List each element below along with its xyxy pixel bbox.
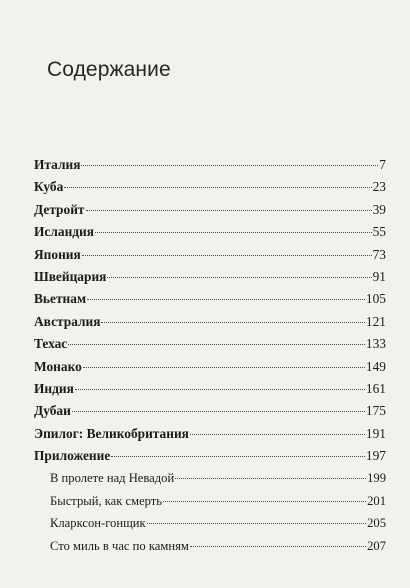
toc-entry-page: 39 <box>372 201 386 217</box>
toc-entry <box>34 400 386 422</box>
toc-entry <box>34 244 386 266</box>
toc-entry-title: Япония <box>34 246 81 262</box>
dot-leader <box>75 389 365 390</box>
toc-entry-page: 23 <box>372 179 386 195</box>
dot-leader <box>101 322 364 323</box>
toc-entry-title: Дубаи <box>34 403 71 419</box>
dot-leader <box>86 210 372 211</box>
dot-leader <box>147 523 366 524</box>
toc-entry-title: Монако <box>34 358 82 374</box>
toc-subentry-page: 207 <box>367 538 386 553</box>
toc-entry-title: Куба <box>34 179 64 195</box>
toc-entry <box>34 199 386 221</box>
toc-entry-page: 55 <box>372 224 386 240</box>
toc-entry-title: Швейцария <box>34 268 107 284</box>
toc-entry-page: 175 <box>365 403 386 419</box>
toc-entry-title: Вьетнам <box>34 291 87 307</box>
dot-leader <box>83 367 365 368</box>
toc-entry-page: 121 <box>365 313 386 329</box>
toc-subentry <box>34 490 386 512</box>
toc-entry-title: Детройт <box>34 201 85 217</box>
toc-subentry-page: 201 <box>367 493 386 508</box>
toc-subentry <box>34 467 386 489</box>
dot-leader <box>163 501 366 502</box>
toc-entry-page: 149 <box>365 358 386 374</box>
toc-entry-page: 105 <box>365 291 386 307</box>
dot-leader <box>107 277 371 278</box>
toc-subentry <box>34 535 386 557</box>
dot-leader <box>190 546 366 547</box>
toc-entry-page: 91 <box>372 268 386 284</box>
toc-entry <box>34 176 386 198</box>
toc-entry <box>34 154 386 176</box>
toc-entry-page: 133 <box>365 336 386 352</box>
toc-subentry-page: 199 <box>367 471 386 486</box>
page-title: Содержание <box>47 58 171 81</box>
toc-entry-page: 73 <box>372 246 386 262</box>
toc-entry-title: Исландия <box>34 224 95 240</box>
toc-entry <box>34 378 386 400</box>
toc-entry-title: Техас <box>34 336 68 352</box>
dot-leader <box>87 299 365 300</box>
toc-entry-page: 197 <box>365 448 386 464</box>
toc-entry <box>34 333 386 355</box>
toc-entry-title: Эпилог: Великобритания <box>34 425 189 441</box>
toc-subentry <box>34 512 386 534</box>
toc-entry <box>34 311 386 333</box>
dot-leader <box>111 456 365 457</box>
toc-subentry-title: В пролете над Невадой <box>50 471 175 486</box>
toc-entry-title: Италия <box>34 157 81 172</box>
toc-entry-title: Приложение <box>34 448 111 464</box>
toc-entry-page: 161 <box>365 380 386 396</box>
toc-entry-page: 7 <box>379 157 386 172</box>
table-of-contents <box>34 154 386 557</box>
toc-entry <box>34 356 386 378</box>
dot-leader <box>81 165 378 166</box>
dot-leader <box>190 434 365 435</box>
dot-leader <box>95 232 372 233</box>
toc-entry-page: 191 <box>365 425 386 441</box>
toc-subentry-title: Кларксон-гонщик <box>50 516 146 531</box>
toc-subentry-title: Быстрый, как смерть <box>50 493 163 508</box>
toc-entry-title: Австралия <box>34 313 101 329</box>
dot-leader <box>175 478 366 479</box>
toc-entry <box>34 266 386 288</box>
toc-entry <box>34 221 386 243</box>
toc-subentry-page: 205 <box>367 516 386 531</box>
toc-entry <box>34 445 386 467</box>
toc-entry-title: Индия <box>34 380 74 396</box>
toc-subentry-title: Сто миль в час по камням <box>50 538 189 553</box>
toc-entry <box>34 288 386 310</box>
dot-leader <box>64 187 371 188</box>
dot-leader <box>68 344 365 345</box>
dot-leader <box>82 255 372 256</box>
toc-entry <box>34 423 386 445</box>
dot-leader <box>72 411 365 412</box>
